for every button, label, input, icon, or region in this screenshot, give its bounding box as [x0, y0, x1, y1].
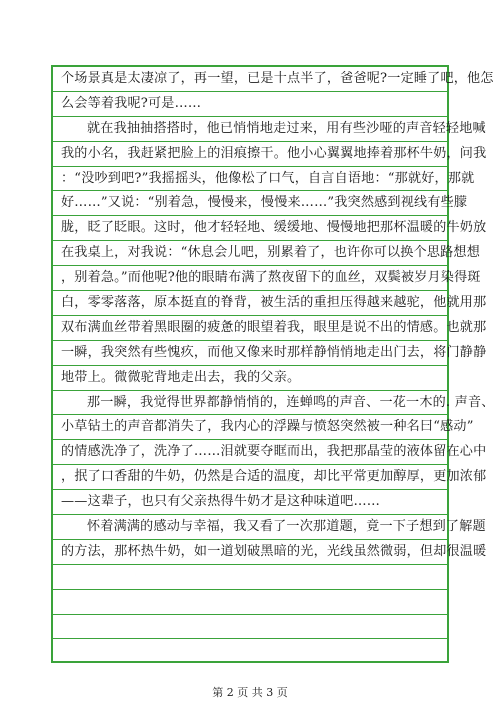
- text-line: ，别着急。”而他呢?他的眼睛布满了熬夜留下的血丝，双鬓被岁月染得斑: [53, 266, 447, 291]
- text-line: 在我桌上，对我说：“休息会儿吧，别累着了，也许你可以换个思路想想: [53, 241, 447, 266]
- text-line: 个场景真是太凄凉了，再一望，已是十点半了，爸爸呢?一定睡了吧，他怎: [53, 67, 447, 92]
- text-line: 好……”又说：“别着急，慢慢来，慢慢来……”我突然感到视线有些朦: [53, 191, 447, 216]
- text-line: ：“没吵到吧?”我摇摇头，他像松了口气，自言自语地：“那就好，那就: [53, 167, 447, 192]
- ruled-page-frame: [51, 65, 495, 663]
- text-line: 么会等着我呢?可是……: [53, 92, 447, 117]
- ruled-lines: [53, 67, 495, 661]
- text-line: 一瞬，我突然有些愧疚，而他又像来时那样静悄悄地走出门去，将门静静: [53, 341, 447, 366]
- text-line: 双布满血丝带着黑眼圈的疲惫的眼望着我，眼里是说不出的情感。也就那: [53, 316, 447, 341]
- text-line: [53, 615, 447, 640]
- text-line: 白，零零落落，原本挺直的脊背，被生活的重担压得越来越驼，他就用那: [53, 291, 447, 316]
- text-line: 我的小名，我赶紧把脸上的泪痕擦干。他小心翼翼地捧着那杯牛奶，问我: [53, 142, 447, 167]
- text-line: 地带上。微微驼背地走出去，我的父亲。: [53, 366, 447, 391]
- text-line: [53, 590, 447, 615]
- page-footer: 第 2 页 共 3 页: [212, 686, 288, 699]
- text-line: ——这辈子，也只有父亲热得牛奶才是这种味道吧……: [53, 490, 447, 515]
- text-line: 的情感洗净了，洗净了……泪就要夺眶而出，我把那晶莹的液体留在心中: [53, 440, 447, 465]
- text-line: 小草钻土的声音都消失了，我内心的浮躁与愤怒突然被一种名曰“感动”: [53, 415, 447, 440]
- text-line: 胧，眨了眨眼。这时，他才轻轻地、缓缓地、慢慢地把那杯温暖的牛奶放: [53, 216, 447, 241]
- text-line: 就在我抽抽搭搭时，他已悄悄地走过来，用有些沙哑的声音轻轻地喊: [53, 117, 447, 142]
- text-line: 的方法，那杯热牛奶，如一道划破黑暗的光，光线虽然微弱，但却很温暖: [53, 540, 447, 565]
- text-line: [53, 639, 447, 664]
- text-line: [53, 565, 447, 590]
- text-line: ，抿了口香甜的牛奶，仍然是合适的温度，却比平常更加醇厚，更加浓郁: [53, 465, 447, 490]
- text-line: 怀着满满的感动与幸福，我又看了一次那道题，竟一下子想到了解题: [53, 515, 447, 540]
- text-line: 那一瞬，我觉得世界都静悄悄的，连蝉鸣的声音、一花一木的. 声音、: [53, 391, 447, 416]
